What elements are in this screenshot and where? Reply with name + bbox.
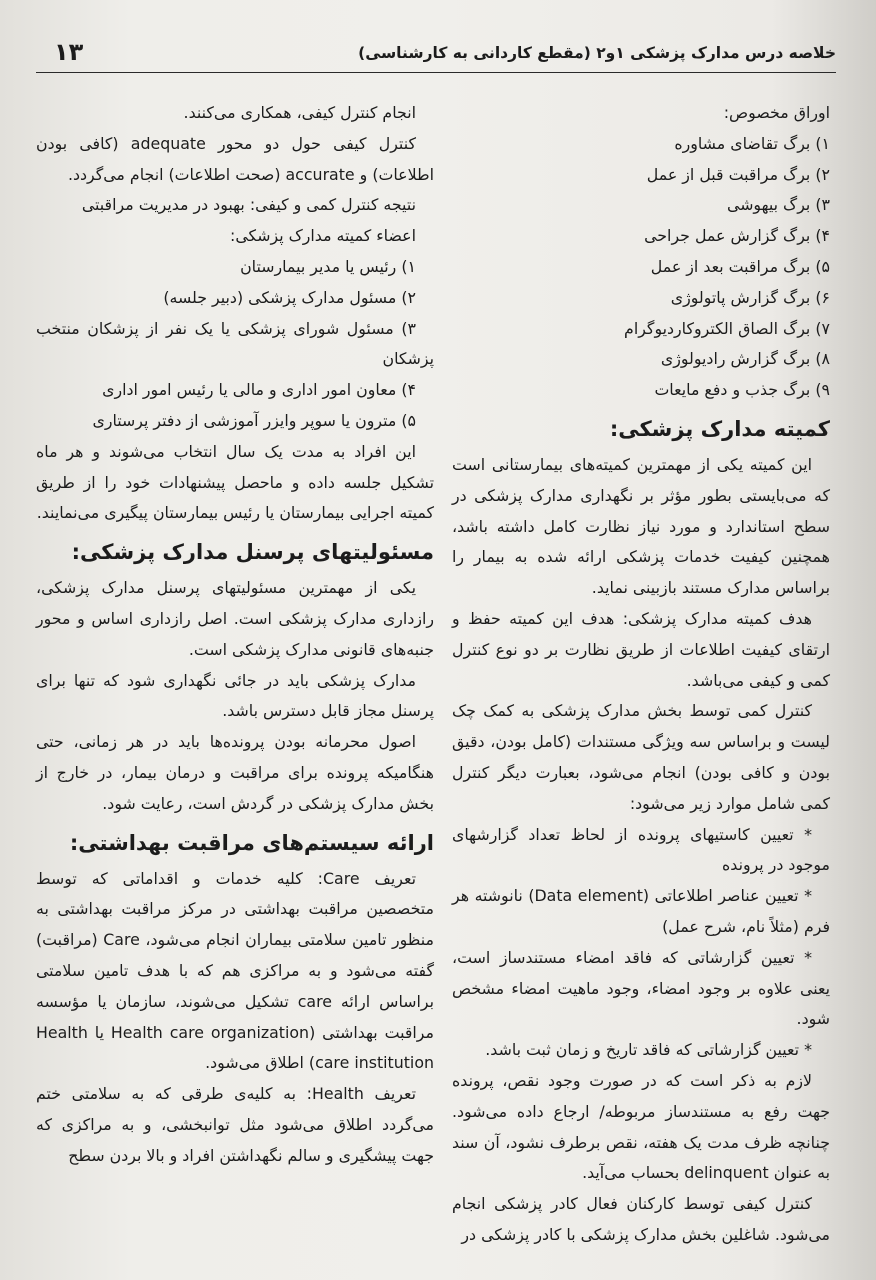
- paragraph: لازم به ذکر است که در صورت وجود نقص، پرونده جهت رفع به مستندساز مربوطه/ ارجاع داده می‌شود. چنانچه ظرف مدت یک هفته، نقص برطرف نشود، آن سند به عنوان delinquent بحساب می‌آید.: [452, 1070, 830, 1183]
- member-item: ۳) مسئول شورای پزشکی یا یک نفر از پزشکان منتخب پزشکان: [36, 318, 434, 369]
- paragraph: اصول محرمانه بودن پرونده‌ها باید در هر زمانی، حتی هنگامیکه پرونده برای مراقبت و درمان بیمار، در خارج از بخش مدارک پزشکی در گردش است، رعایت شود.: [36, 732, 434, 813]
- running-title: خلاصه درس مدارک پزشکی ۱و۲ (مقطع کاردانی به کارشناسی): [358, 44, 836, 62]
- special-forms-list: [452, 129, 830, 406]
- page-header: [36, 38, 836, 73]
- form-item: ۴) برگ گزارش عمل جراحی: [644, 226, 830, 246]
- section-heading-care-systems: ارائه سیستم‌های مراقبت بهداشتی:: [69, 830, 434, 855]
- bullet-item: * تعیین کاستیهای پرونده از لحاظ تعداد گزارشهای موجود در پرونده: [452, 824, 830, 875]
- paragraph: هدف کمیته مدارک پزشکی: هدف این کمیته حفظ و ارتقای کیفیت اطلاعات از طریق نظارت بر دو نوع کنترل کمی و کیفی می‌باشد.: [452, 608, 830, 690]
- member-item: ۴) معاون امور اداری و مالی یا رئیس امور اداری: [102, 380, 416, 400]
- committee-members-list: [36, 252, 434, 437]
- form-item: ۳) برگ بیهوشی: [727, 195, 830, 215]
- section-heading-committee: کمیته مدارک پزشکی:: [609, 416, 830, 441]
- bullet-item: * تعیین گزارشاتی که فاقد تاریخ و زمان ثبت باشد.: [485, 1040, 812, 1060]
- paragraph: تعریف Health: به کلیه‌ی طرقی که به سلامتی ختم می‌گردد اطلاق می‌شود مثل توانبخشی، و به مراکزی که جهت پیشگیری و سالم نگهداشتن افراد و بالا بردن سطح: [36, 1084, 434, 1165]
- paragraph: این افراد به مدت یک سال انتخاب می‌شوند و هر ماه تشکیل جلسه داده و ماحصل پیشنهادات خود را از طریق کمیته اجرایی بیمارستان یا رئیس بیمارستان پیگیری می‌نمایند.: [36, 441, 434, 523]
- committee-members-intro: اعضاء کمیته مدارک پزشکی:: [230, 226, 416, 246]
- form-item: ۸) برگ گزارش رادیولوژی: [660, 349, 830, 369]
- member-item: ۱) رئیس یا مدیر بیمارستان: [240, 256, 416, 276]
- bullet-item: * تعیین عناصر اطلاعاتی (Data element) نانوشته هر فرم (مثلاً نام، شرح عمل): [452, 886, 830, 936]
- right-column: [452, 98, 830, 1251]
- member-item: ۵) مترون یا سوپر وایزر آموزشی از دفتر پرستاری: [92, 410, 416, 430]
- paragraph: کنترل کیفی توسط کارکنان فعال کادر پزشکی انجام می‌شود. شاغلین بخش مدارک پزشکی با کادر پزشکی در: [452, 1194, 830, 1244]
- special-forms-intro: اوراق مخصوص:: [723, 103, 830, 122]
- paragraph: یکی از مهمترین مسئولیتهای پرسنل مدارک پزشکی، رازداری مدارک پزشکی است. اصل رازداری اساس و محور جنبه‌های قانونی مدارک پزشکی است.: [36, 578, 434, 659]
- paragraph: کنترل کمی توسط بخش مدارک پزشکی به کمک چک لیست و براساس سه ویژگی مستندات (کامل بودن، دقیق بودن و کافی بودن) انجام می‌شود، بعبارت دیگر کنترل کمی شامل موارد زیر می‌شود:: [452, 701, 830, 813]
- paragraph: این کمیته یکی از مهمترین کمیته‌های بیمارستانی است که می‌بایستی بطور مؤثر بر نگهداری مدارک پزشکی در سطح استاندارد و مورد نیاز نظارت کامل داشته باشد، همچنین کیفیت خدمات پزشکی ارائه شده به بیمار را براساس مدارک مستند بازبینی نماید.: [452, 454, 830, 598]
- form-item: ۲) برگ مراقبت قبل از عمل: [646, 164, 830, 184]
- form-item: ۵) برگ مراقبت بعد از عمل: [650, 256, 830, 276]
- paragraph: کنترل کیفی حول دو محور adequate (کافی بودن اطلاعات) و accurate (صحت اطلاعات) انجام می‌گردد.: [36, 133, 434, 184]
- section-heading-staff-responsibilities: مسئولیتهای پرسنل مدارک پزشکی:: [71, 540, 434, 565]
- form-item: ۱) برگ تقاضای مشاوره: [674, 133, 830, 153]
- bullet-item: * تعیین گزارشاتی که فاقد امضاء مستندساز است، یعنی علاوه بر وجود امضاء، وجود ماهیت امضاء مشخص شود.: [452, 947, 830, 1029]
- left-column: [36, 98, 434, 1172]
- paragraph: تعریف Care: کلیه خدمات و اقداماتی که توسط متخصصین مراقبت بهداشتی در مرکز مراقبت بهداشتی به منظور تامین سلامتی بیماران انجام می‌شود، Care (مراقبت) گفته می‌شود و به مراکزی هم که با هدف تامین سلامتی براساس ارائه care تشکیل می‌شوند، سازمان یا مؤسسه مراقبت بهداشتی (Health care organization یا Health care institution) اطلاق می‌شود.: [36, 868, 434, 1073]
- form-item: ۷) برگ الصاق الکتروکاردیوگرام: [624, 318, 830, 338]
- member-item: ۲) مسئول مدارک پزشکی (دبیر جلسه): [163, 287, 416, 307]
- form-item: ۶) برگ گزارش پاتولوژی: [670, 287, 830, 307]
- paragraph: نتیجه کنترل کمی و کیفی: بهبود در مدیریت مراقبتی: [81, 195, 416, 215]
- paragraph: انجام کنترل کیفی، همکاری می‌کنند.: [183, 103, 416, 122]
- page-number: ۱۳: [54, 38, 84, 66]
- form-item: ۹) برگ جذب و دفع مایعات: [654, 380, 830, 400]
- paragraph: مدارک پزشکی باید در جائی نگهداری شود که تنها برای پرسنل مجاز قابل دسترس باشد.: [36, 670, 434, 721]
